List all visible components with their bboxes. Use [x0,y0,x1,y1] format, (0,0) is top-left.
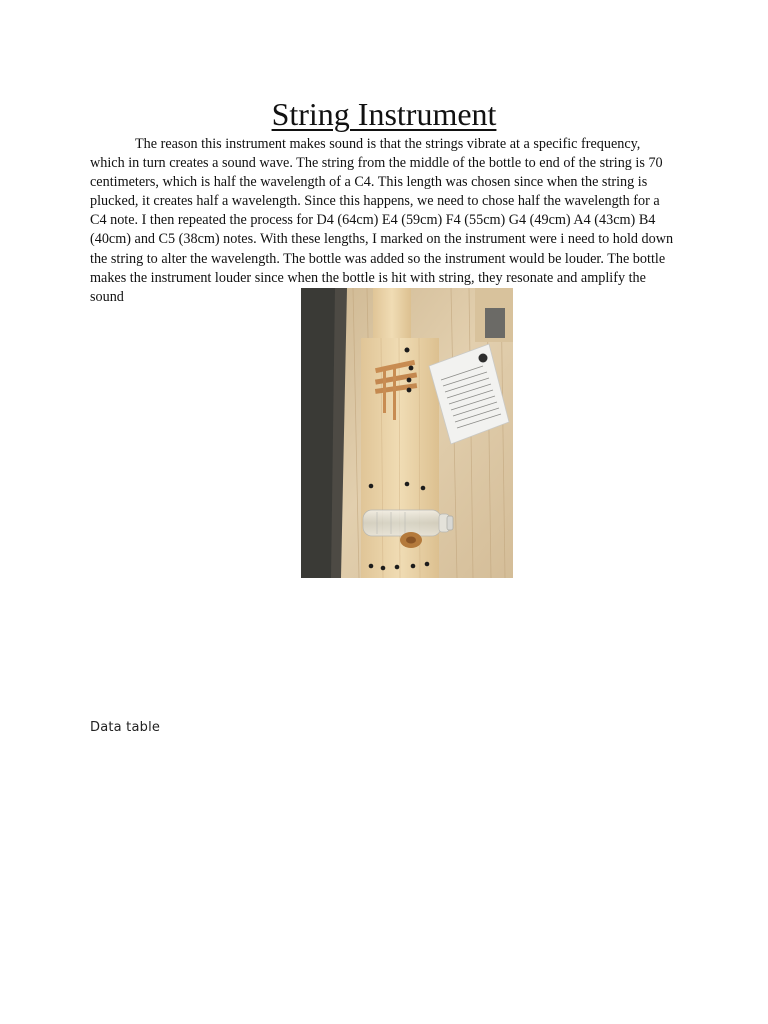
page-title [0,94,768,134]
corner-block-shadow [485,308,505,338]
bottle-body [363,510,441,536]
title-text: String Instrument [271,96,497,132]
bottle-cap [447,516,453,530]
body-paragraph: The reason this instrument makes sound is that the strings vibrate at a specific frequency, which in turn creates a sound wave. The string from the middle of the bottle to end of the string is 70 centimeters, which is half the wavelength of a C4. This length was chosen since when the string is plucked, it creates half a wavelength. Since this happens, we need to chose half the wavelength for a C4 note. I then repeated the process for D4 (64cm) E4 (59cm) F4 (55cm) G4 (49cm) A4 (43cm) B4 (40cm) and C5 (38cm) notes. With these lengths, I marked on the instrument were i need to hold down the string to alter the wavelength. The bottle was added so the instrument would be louder. The bottle makes the instrument louder since when the bottle is hit with string, they resonate and amplify the sound [90,136,674,305]
instrument-photo [301,288,513,578]
sheet-logo [479,354,488,363]
instrument-neck [373,288,411,340]
wood-knot-center [406,537,416,544]
data-table-label: Data table [90,720,161,735]
